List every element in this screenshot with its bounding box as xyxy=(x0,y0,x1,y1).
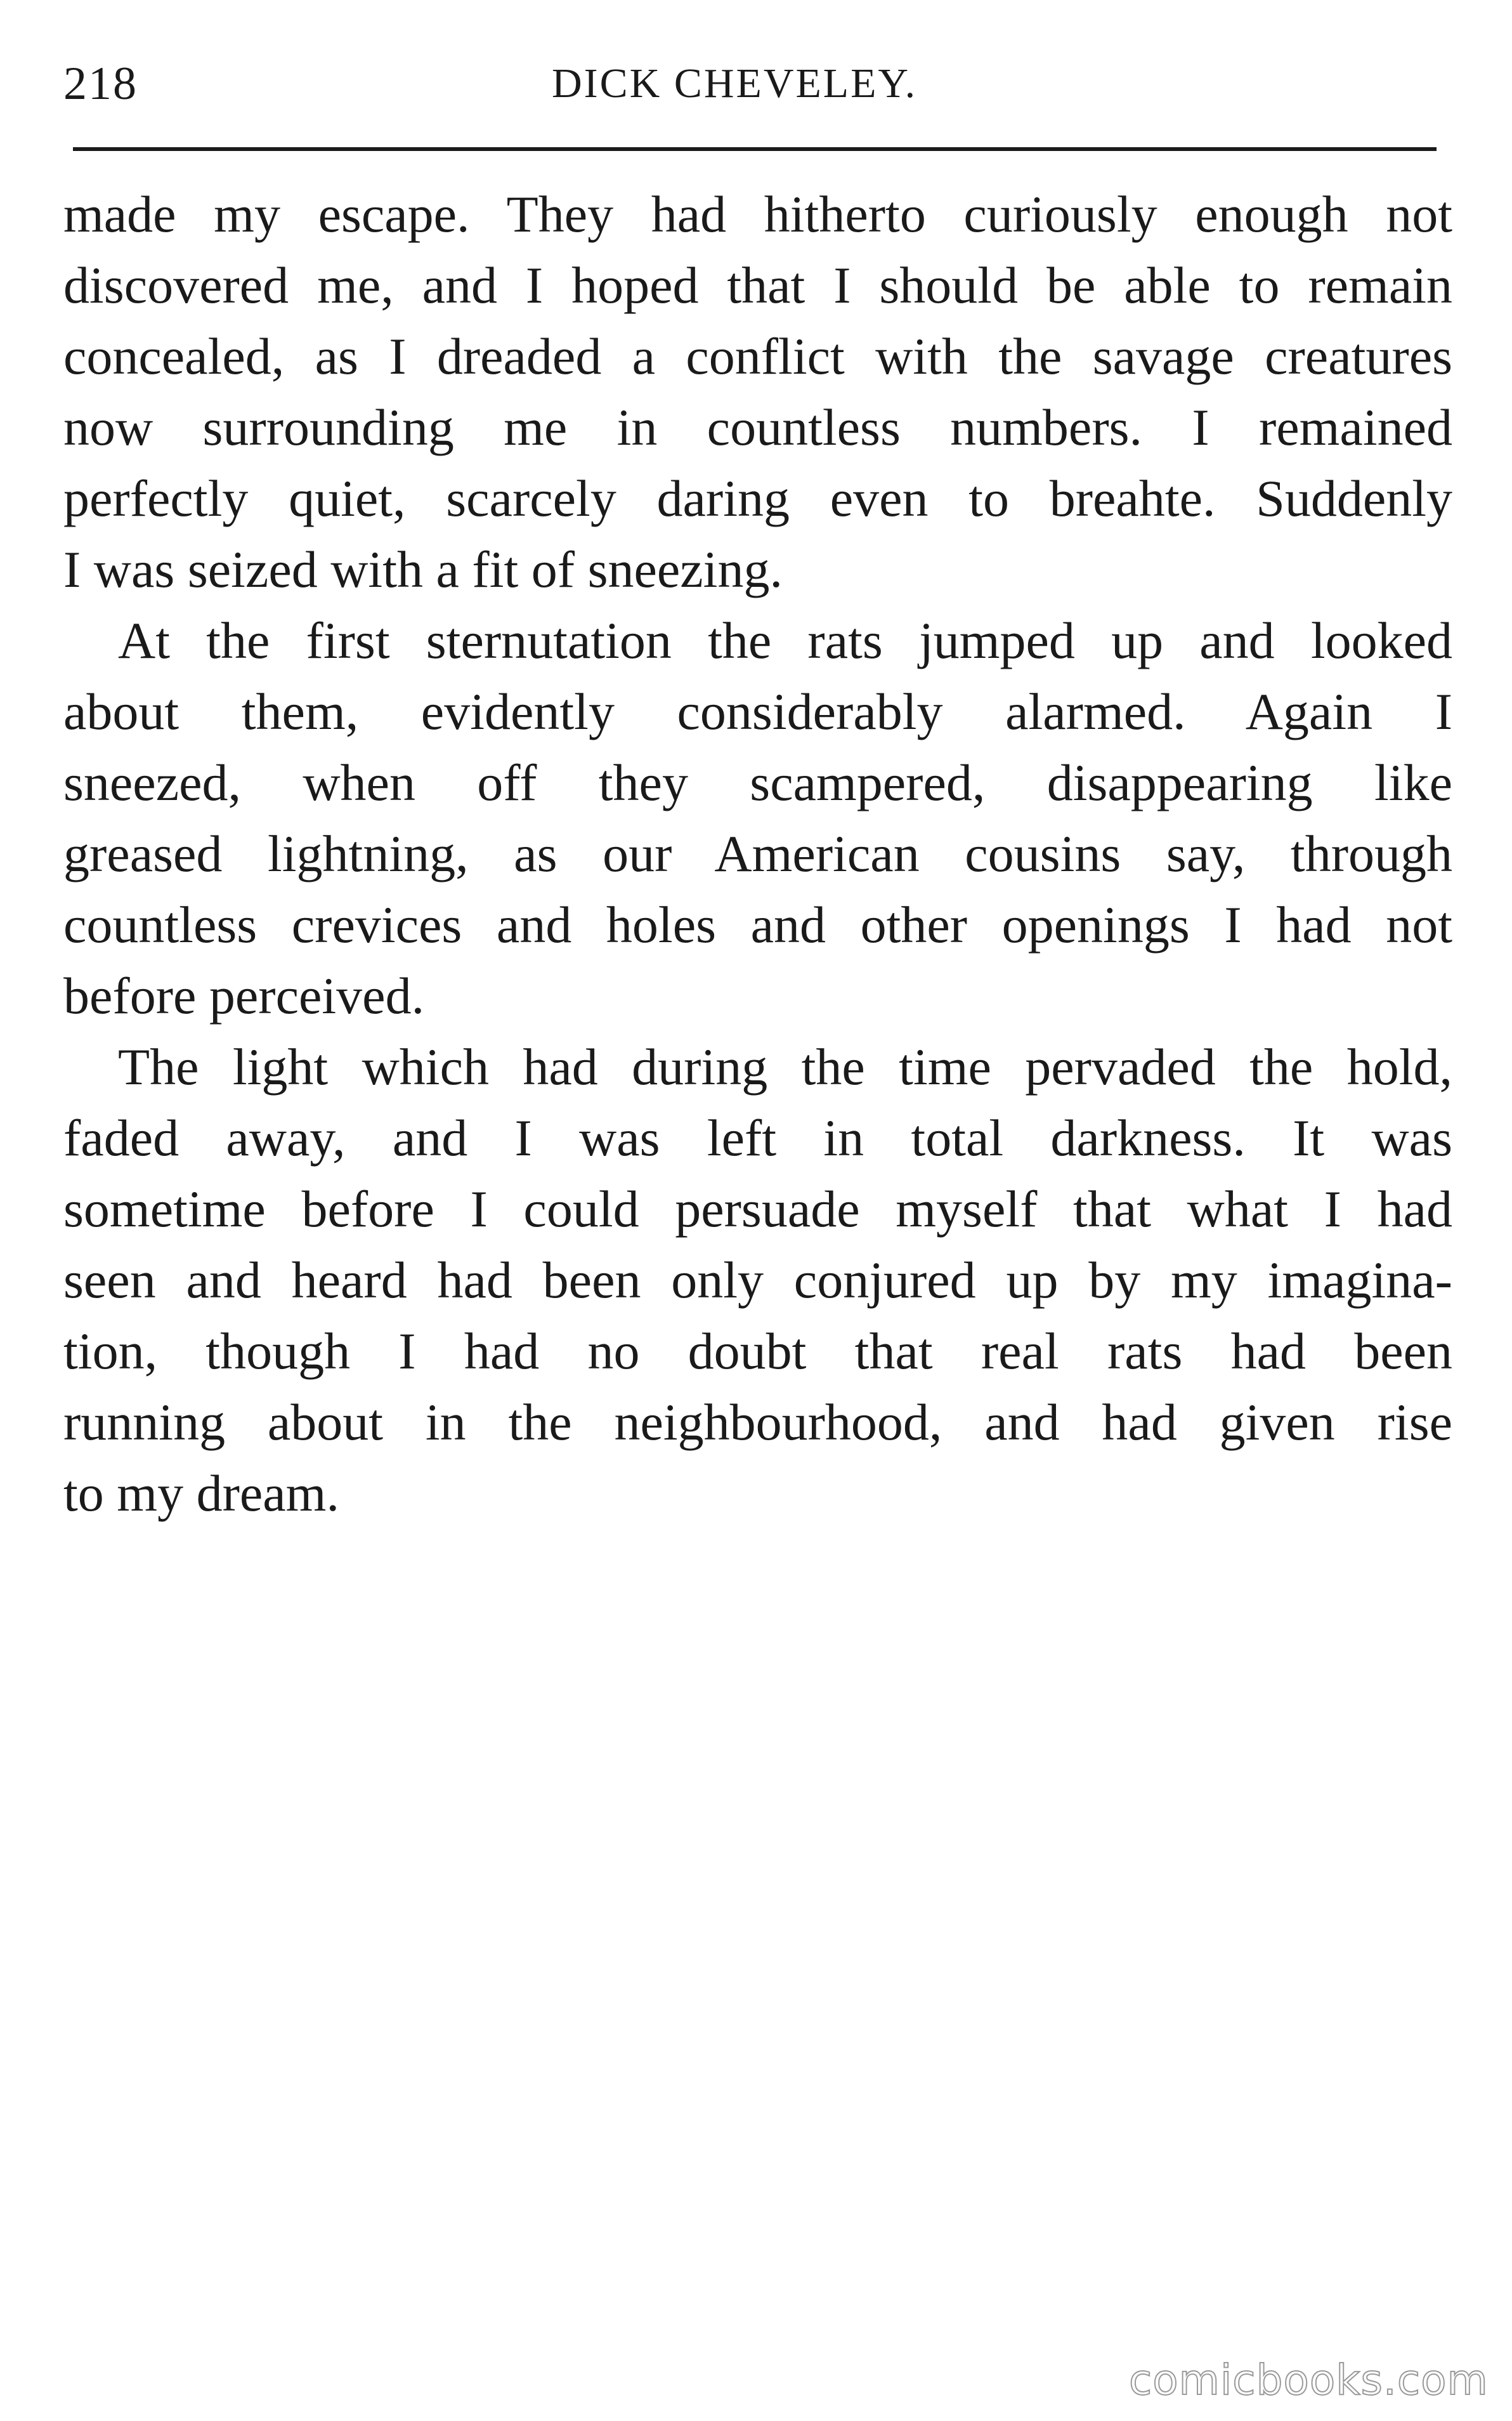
watermark: comicbooks.com xyxy=(1129,2356,1489,2405)
running-head xyxy=(63,52,1443,128)
text-line: The light which had during the time pervaded the hold, xyxy=(118,1038,1452,1096)
body-text xyxy=(63,179,1452,1529)
text-line: At the first sternutation the rats jumped up and looked xyxy=(118,612,1452,669)
text-line: perfectly quiet, scarcely daring even to breahte. Suddenly xyxy=(63,469,1452,527)
running-title: DICK CHEVELEY. xyxy=(552,60,918,107)
text-line: seen and heard had been only conjured up by my imagina- xyxy=(63,1251,1452,1309)
text-line: sneezed, when off they scampered, disappearing like xyxy=(63,754,1452,811)
text-line: countless crevices and holes and other openings I had not xyxy=(63,896,1452,954)
text-line: running about in the neighbourhood, and had given rise xyxy=(63,1393,1452,1451)
text-line: concealed, as I dreaded a conflict with the savage creatures xyxy=(63,327,1452,385)
text-line: greased lightning, as our American cousins say, through xyxy=(63,825,1452,882)
text-line: made my escape. They had hitherto curiously enough not xyxy=(63,185,1452,243)
text-line: about them, evidently considerably alarmed. Again I xyxy=(63,683,1452,740)
text-line: I was seized with a fit of sneezing. xyxy=(63,541,783,598)
text-line: before perceived. xyxy=(63,967,425,1025)
text-line: tion, though I had no doubt that real rats had been xyxy=(63,1322,1452,1380)
text-line: to my dream. xyxy=(63,1464,339,1522)
text-line: discovered me, and I hoped that I should be able to remain xyxy=(63,256,1452,314)
text-line: faded away, and I was left in total darkness. It was xyxy=(63,1109,1452,1167)
header-rule xyxy=(73,147,1437,151)
page-number: 218 xyxy=(63,58,138,110)
text-line: now surrounding me in countless numbers. I remained xyxy=(63,398,1452,456)
text-line: sometime before I could persuade myself that what I had xyxy=(63,1180,1452,1238)
